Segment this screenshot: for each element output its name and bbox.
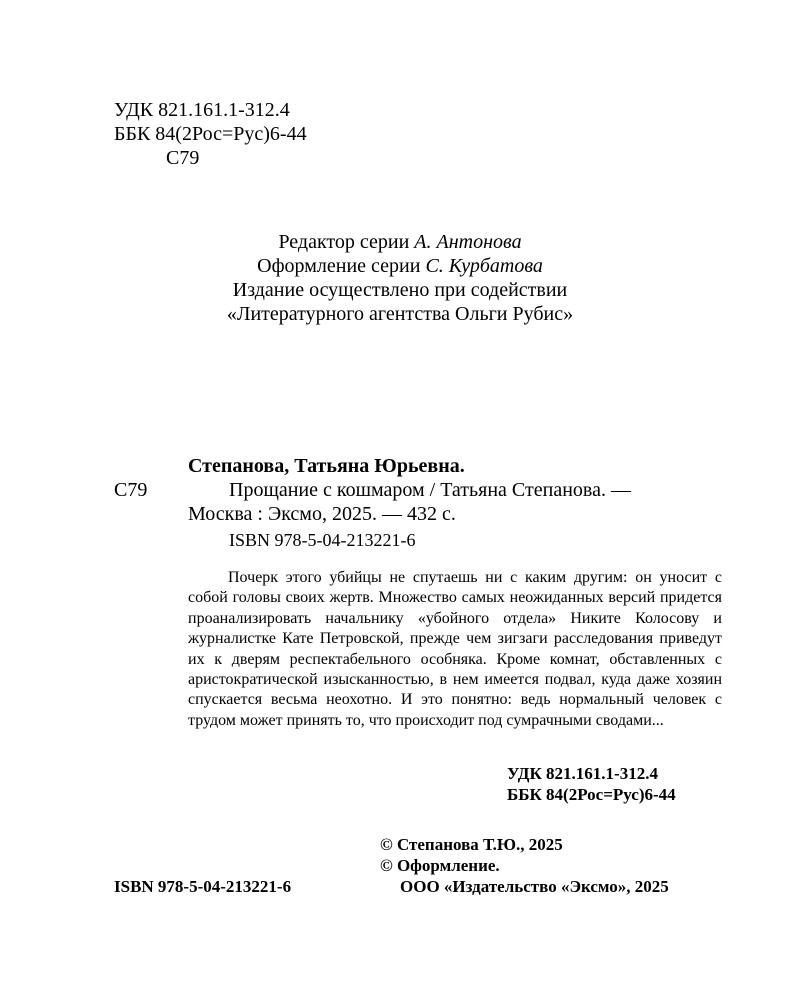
catalog-title-line: Прощание с кошмаром / Татьяна Степанова. —	[229, 479, 631, 501]
catalog-author: Степанова, Татьяна Юрьевна.	[188, 455, 465, 477]
agency-line-2: «Литературного агентства Ольги Рубис»	[226, 303, 574, 325]
bbk-top: ББК 84(2Рос=Рус)6-44	[114, 123, 307, 145]
credits-block	[0, 230, 800, 326]
annotation: Почерк этого убийцы не спутаешь ни с каким другим: он уносит с собой головы своих жертв. Множество самых неожиданных версий придется проанализировать начальнику «убойного отдела» Никите Колосову и журналистке Кате Петровской, прежде чем зигзаги расследования приведут их к дверям респектабельного особняка. Кроме комнат, обставленных с аристократической изысканностью, в нем имеется подвал, куда даже хозяин спускается весьма неохотно. И это понятно: ведь нормальный человек с трудом может принять то, что происходит под сумрачными сводами...	[188, 569, 722, 729]
series-editor-line: Редактор серии А. Антонова	[278, 231, 522, 253]
udk-bottom: УДК 821.161.1-312.4	[507, 764, 658, 783]
copyright-author: © Степанова Т.Ю., 2025	[380, 835, 563, 854]
author-code-top: С79	[166, 147, 200, 169]
catalog-author-code: С79	[114, 479, 148, 501]
catalog-isbn: ISBN 978-5-04-213221-6	[229, 530, 416, 550]
copyright-design: © Оформление.	[380, 856, 500, 875]
catalog-imprint: Москва : Эксмо, 2025. — 432 с.	[188, 503, 456, 525]
series-designer-name: С. Курбатова	[425, 255, 543, 277]
copyright-publisher: ООО «Издательство «Эксмо», 2025	[400, 877, 669, 896]
series-design-line: Оформление серии С. Курбатова	[257, 255, 543, 277]
isbn-bottom: ISBN 978-5-04-213221-6	[114, 877, 292, 896]
udk-top: УДК 821.161.1-312.4	[114, 99, 290, 121]
bbk-bottom: ББК 84(2Рос=Рус)6-44	[507, 785, 676, 804]
series-editor-name: А. Антонова	[414, 231, 522, 253]
agency-line-1: Издание осуществлено при содействии	[232, 279, 568, 301]
